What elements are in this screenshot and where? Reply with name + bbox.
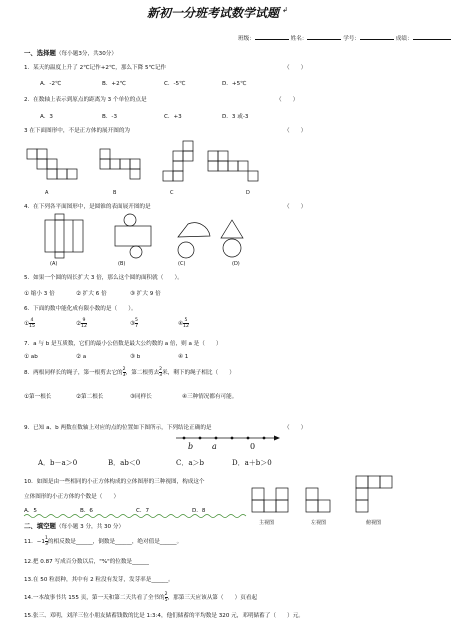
side-view	[306, 488, 330, 512]
q11-text: 11．−1 $\frac{1}{3}$ 的相反数是______，倒数是______，绝对值是______。	[24, 536, 183, 547]
section-2-header	[24, 521, 124, 530]
net-4a	[45, 214, 83, 258]
q4-label-d: (D)	[232, 261, 240, 267]
q9-option-b: B．ab＜0	[108, 459, 141, 467]
q7-text: 7．a 与 b 是互质数，它们的最小公倍数是最大公约数的 a 倍，则 a 是（ ）	[24, 341, 222, 347]
q2-option-c: C．+3	[164, 114, 182, 120]
class-label: 班级	[238, 36, 250, 42]
net-b	[100, 149, 140, 179]
q7-option-4: ④ 1	[178, 354, 189, 360]
q2-option-a: A．3	[40, 114, 53, 120]
q9-paren: （ ）	[284, 425, 307, 431]
q4-label-c: (C)	[178, 261, 186, 267]
q6-option-1: ① $\frac{4}{15}$	[24, 318, 35, 329]
q8-option-4: ④三种情况都有可能。	[182, 394, 238, 400]
q5-option-2: ② 扩大 6 倍	[76, 291, 107, 297]
front-view	[252, 488, 288, 512]
q5-option-1: ① 缩小 3 倍	[24, 291, 55, 297]
q1-option-b: B．+2℃	[102, 81, 126, 87]
net-c	[163, 141, 193, 181]
q10-line-2: 立体图形的小正方体的个数是（ ）	[24, 494, 120, 500]
section-2-note: （每小题 3 分，共 30 分）	[55, 524, 125, 530]
q12-text: 12.把 0.87 写成百分数以后，"%"的位数是______	[24, 559, 149, 565]
net-d	[208, 151, 258, 181]
q9-text: 9．已知 a、b 两数在数轴上对应的点的位置如下图所示，下列结论正确的是	[24, 425, 212, 431]
q4-paren: （ ）	[284, 204, 307, 210]
section-2-heading: 二、填空题	[24, 522, 56, 530]
q9-number-line	[176, 432, 296, 456]
name-label: 姓名	[290, 36, 302, 42]
title-edit-mark: ↲	[282, 6, 288, 14]
q9-option-c: C．a＞b	[176, 459, 205, 467]
tick-1	[199, 437, 202, 440]
q4-text: 4．在下列各平面图形中，是圆锥的表面展开图的是	[24, 204, 151, 210]
q2-option-d: D．3 或-3	[222, 114, 249, 120]
q9-option-d: D．a＋b＞0	[232, 459, 272, 467]
q5-option-3: ③ 扩大 9 倍	[130, 291, 161, 297]
q8-option-2: ②第二根长	[76, 394, 104, 400]
side-view-label: 左视图	[311, 520, 327, 526]
axis-label-0: 0	[250, 442, 256, 451]
q9-option-a: A．b－a＞0	[38, 459, 78, 467]
score-field[interactable]	[413, 33, 451, 40]
q6-text: 6．下面的数中能化成有限小数的是（ ）。	[24, 306, 137, 312]
class-field[interactable]	[255, 33, 289, 40]
q10-views	[248, 476, 408, 516]
tick-5	[263, 437, 266, 440]
axis-label-b: b	[188, 442, 194, 451]
q1-text: 1．某天的温度上升了 2℃记作+2℃，那么下降 5℃记作	[24, 65, 167, 71]
q3-text: 3 在下面图形中，不是正方体的展开图的为	[24, 128, 131, 134]
tick-2	[215, 437, 218, 440]
net-4d	[221, 220, 243, 257]
q1-option-d: D．+5℃	[222, 81, 247, 87]
q6-option-4: ④ $\frac{5}{12}$	[178, 318, 189, 329]
id-field[interactable]	[360, 33, 394, 40]
tick-4	[247, 437, 250, 440]
net-4c	[178, 223, 210, 258]
q10-option-d: D．8	[192, 508, 206, 514]
tick-0	[183, 437, 186, 440]
id-label: 学号	[343, 36, 355, 42]
name-field[interactable]	[307, 33, 341, 40]
q4-figures	[0, 212, 458, 267]
front-view-label: 主视图	[259, 520, 275, 526]
top-view-label: 俯视图	[366, 520, 382, 526]
q10-option-b: B．6	[80, 508, 93, 514]
q1-option-a: A．-2℃	[40, 81, 62, 87]
q10-line-1: 10．如图是由一些相同的小正方体构成的立体图形的三种视图，构成这个	[24, 479, 205, 485]
q4-label-b: (B)	[118, 261, 126, 267]
q7-option-3: ③ b	[130, 354, 141, 360]
q9-options	[38, 458, 272, 468]
page-title: 新初一分班考试数学试题	[147, 6, 280, 20]
q3-label-a: A	[45, 190, 49, 196]
q8-option-3: ③同样长	[130, 394, 152, 400]
q6-option-2: ② $\frac{9}{12}$	[76, 318, 87, 329]
net-4b	[115, 214, 151, 258]
q10-option-c: C．7	[136, 508, 150, 514]
q3-paren: （ ）	[284, 128, 307, 134]
net-a	[27, 149, 77, 179]
section-1-heading: 一、选择题	[24, 49, 56, 57]
q2-option-b: B．-3	[102, 114, 118, 120]
q10-option-a: A．5	[24, 508, 37, 514]
q2-paren: （ ）	[276, 97, 299, 103]
q14-text: 14.一本故事书共 155 页，第一天和第二天共看了全书的 $\frac{2}{5}$ ，那第三天应该从第（ ）页看起	[24, 592, 258, 603]
section-1-note: （每小题3分，共30分）	[55, 51, 117, 57]
q6-option-3: ③ $\frac{5}{7}$	[130, 318, 138, 329]
q2-text: 2．在数轴上表示到原点的距离为 3 个单位的点是	[24, 97, 147, 103]
q1-option-c: C．-5℃	[164, 81, 186, 87]
top-view	[356, 476, 392, 512]
section-1-header	[24, 48, 117, 57]
q3-label-d: D	[246, 190, 250, 196]
axis-label-a: a	[212, 442, 217, 451]
q13-text: 13.在 50 粒晨种，其中有 2 粒没有发芽，发芽率是______。	[24, 577, 174, 583]
info-line: 班级： 姓名： 学号： 成绩：	[238, 33, 451, 42]
q7-option-2: ② a	[76, 354, 87, 360]
q8-text: 8．两根同样长的绳子，第一根剪去它的 $\frac{2}{3}$ ，第二根剪去 $\frac{2}{3}$ 米，剩下的绳子相比（ ）	[24, 367, 235, 378]
q8-option-1: ①第一根长	[24, 394, 52, 400]
q15-text: 15.张三、邓明，刘洋三位小朋友储蓄钱数的比是 1:3:4，他们储蓄的平均数是 320 元，邓明储蓄了（ ）元。	[24, 613, 304, 619]
q10-squiggle	[24, 513, 254, 519]
tick-3	[231, 437, 234, 440]
q5-text: 5．如果一个圆的周长扩大 3 倍，那么这个圆的面积就（ ）。	[24, 275, 183, 281]
q7-option-1: ① ab	[24, 354, 38, 360]
q1-paren: （ ）	[284, 65, 307, 71]
score-label: 成绩	[395, 36, 407, 42]
q3-figures	[0, 138, 458, 208]
q4-label-a: (A)	[50, 261, 58, 267]
q3-label-c: C	[170, 190, 174, 196]
q3-label-b: B	[113, 190, 117, 196]
